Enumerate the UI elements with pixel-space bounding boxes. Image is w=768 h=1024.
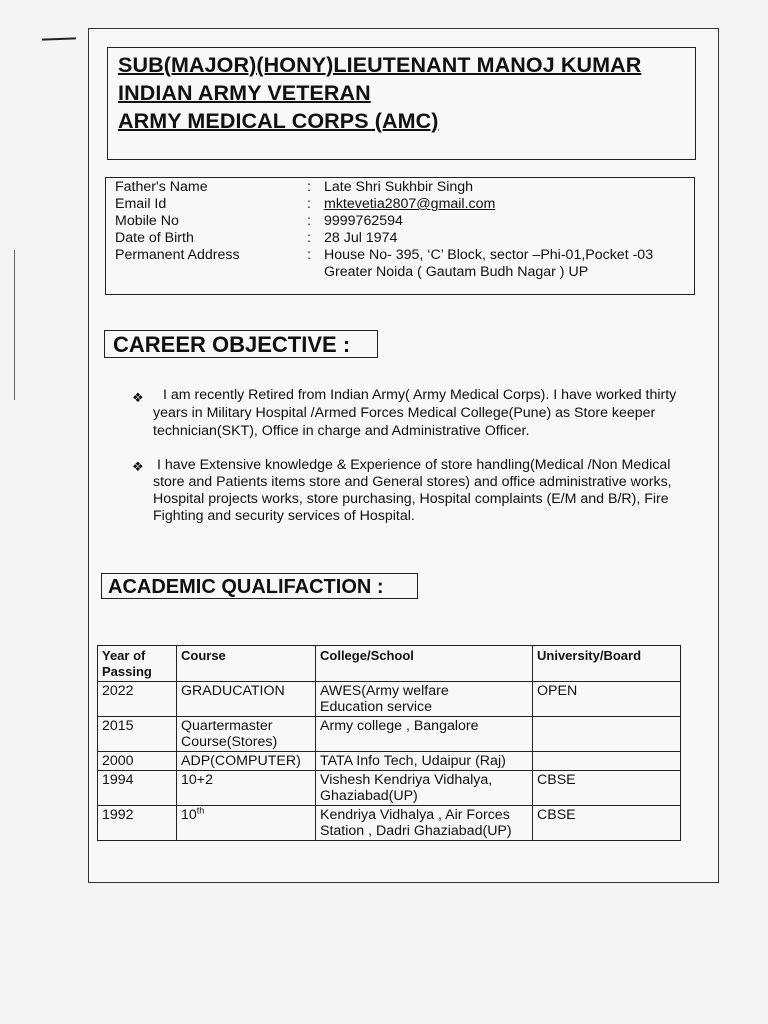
cell-year: 2000 xyxy=(98,752,177,771)
cell-university xyxy=(533,717,681,752)
info-value: House No- 395, ‘C’ Block, sector –Phi-01,Pocket -03 xyxy=(324,247,654,263)
info-colon: : xyxy=(307,230,311,246)
career-objective-heading: CAREER OBJECTIVE : xyxy=(104,330,378,358)
table-row xyxy=(98,806,681,841)
cell-university: CBSE xyxy=(533,806,681,841)
academic-table xyxy=(97,645,681,841)
table-row xyxy=(98,717,681,752)
diamond-bullet-icon: ❖ xyxy=(132,459,144,474)
cell-course: 10th xyxy=(177,806,316,841)
table-header-row xyxy=(98,646,681,682)
info-colon: : xyxy=(307,247,311,263)
objective-line: Hospital projects works, store purchasing, Hospital complaints (E/M and B/R), Fire xyxy=(153,491,669,507)
cell-university xyxy=(533,752,681,771)
cell-university: OPEN xyxy=(533,682,681,717)
academic-heading: ACADEMIC QUALIFACTION : xyxy=(101,573,418,599)
info-value: 9999762594 xyxy=(324,213,403,229)
name-header-box xyxy=(107,47,696,160)
info-label: Date of Birth xyxy=(115,230,194,246)
cell-college: AWES(Army welfare Education service xyxy=(316,682,533,717)
cell-course: Quartermaster Course(Stores) xyxy=(177,717,316,752)
cell-course: GRADUCATION xyxy=(177,682,316,717)
info-colon: : xyxy=(307,213,311,229)
cell-year: 1994 xyxy=(98,771,177,806)
col-header-college: College/School xyxy=(316,646,533,682)
col-header-year: Year of Passing xyxy=(98,646,177,682)
corps-title: ARMY MEDICAL CORPS (AMC) xyxy=(118,109,439,133)
cell-year: 2015 xyxy=(98,717,177,752)
cell-year: 1992 xyxy=(98,806,177,841)
diamond-bullet-icon: ❖ xyxy=(132,390,144,405)
info-value: Late Shri Sukhbir Singh xyxy=(324,179,474,195)
info-label: Father's Name xyxy=(115,179,208,195)
cell-course: ADP(COMPUTER) xyxy=(177,752,316,771)
cell-college: Army college , Bangalore xyxy=(316,717,533,752)
veteran-title: INDIAN ARMY VETERAN xyxy=(118,81,371,105)
objective-line: years in Military Hospital /Armed Forces Medical College(Pune) as Store keeper xyxy=(153,405,656,421)
personal-info-box xyxy=(105,177,695,295)
scan-edge-line xyxy=(14,250,15,400)
info-colon: : xyxy=(307,179,311,195)
table-row xyxy=(98,752,681,771)
cell-year: 2022 xyxy=(98,682,177,717)
info-value: 28 Jul 1974 xyxy=(324,230,398,246)
scan-mark xyxy=(42,37,76,40)
col-header-course: Course xyxy=(177,646,316,682)
table-row xyxy=(98,682,681,717)
objective-line: I have Extensive knowledge & Experience of store handling(Medical /Non Medical xyxy=(157,457,671,473)
cell-college: TATA Info Tech, Udaipur (Raj) xyxy=(316,752,533,771)
info-value: Greater Noida ( Gautam Budh Nagar ) UP xyxy=(324,264,589,280)
email-link[interactable]: mktevetia2807@gmail.com xyxy=(324,196,496,212)
cell-college: Kendriya Vidhalya , Air Forces Station , Dadri Ghaziabad(UP) xyxy=(316,806,533,841)
cell-university: CBSE xyxy=(533,771,681,806)
objective-line: technician(SKT), Office in charge and Administrative Officer. xyxy=(153,423,530,439)
name-title: SUB(MAJOR)(HONY)LIEUTENANT MANOJ KUMAR xyxy=(118,53,642,77)
col-header-university: University/Board xyxy=(533,646,681,682)
objective-line: Fighting and security services of Hospital. xyxy=(153,508,415,524)
objective-line: I am recently Retired from Indian Army( Army Medical Corps). I have worked thirty xyxy=(163,387,677,403)
info-label: Mobile No xyxy=(115,213,179,229)
table-row xyxy=(98,771,681,806)
cell-course: 10+2 xyxy=(177,771,316,806)
objective-line: store and Patients items store and General stores) and office administrative works, xyxy=(153,474,672,490)
info-label: Email Id xyxy=(115,196,167,212)
info-label: Permanent Address xyxy=(115,247,240,263)
info-colon: : xyxy=(307,196,311,212)
cell-college: Vishesh Kendriya Vidhalya, Ghaziabad(UP) xyxy=(316,771,533,806)
